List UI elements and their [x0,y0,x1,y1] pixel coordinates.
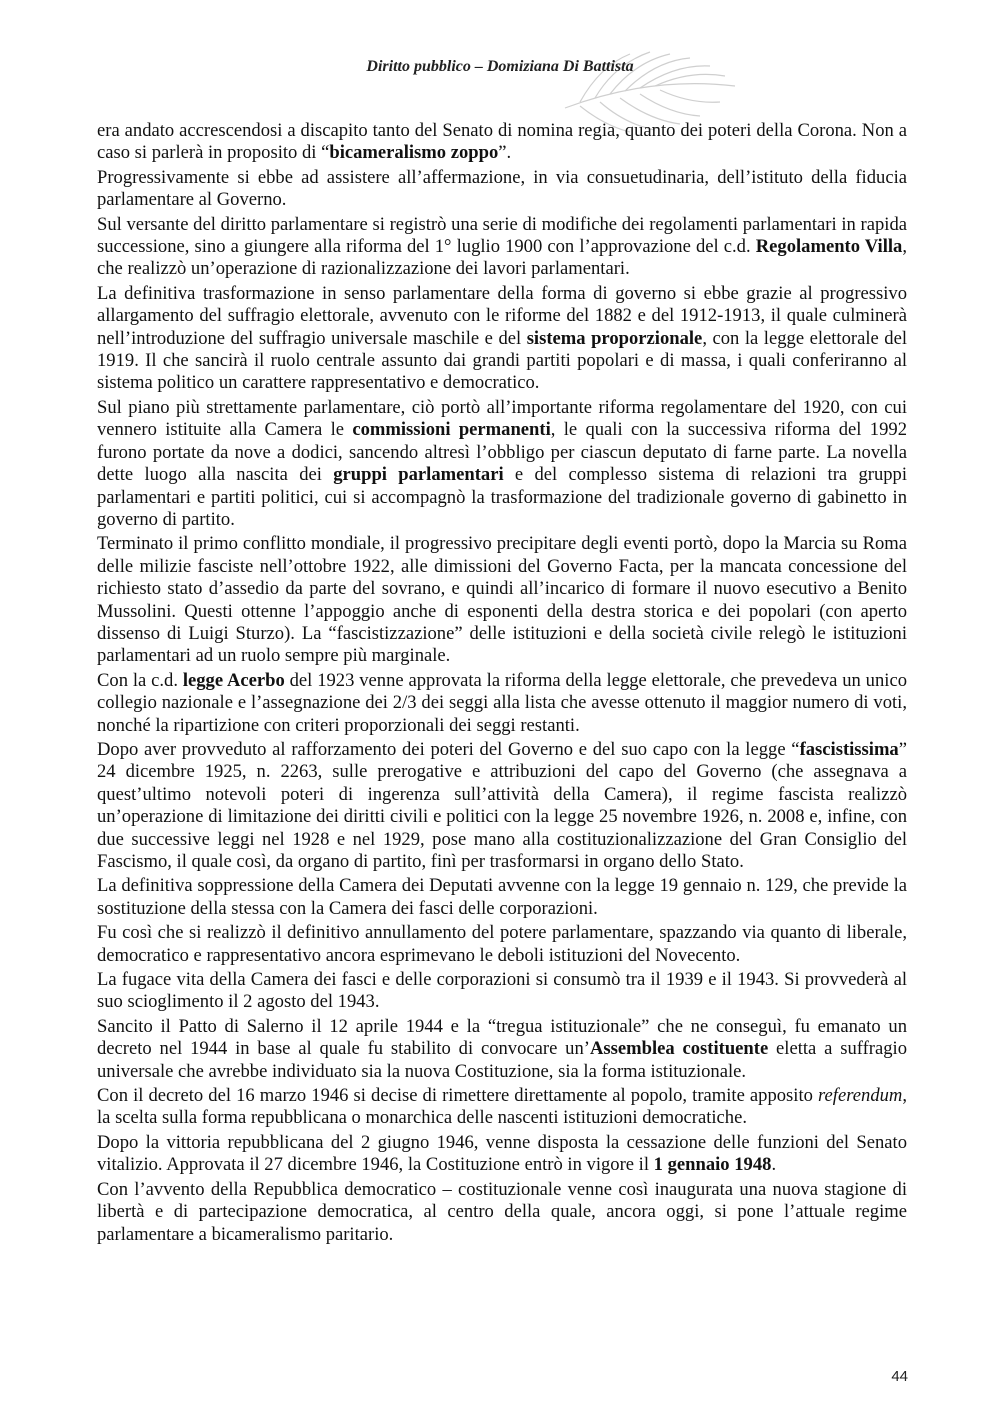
text-run: Dopo la vittoria repubblicana del 2 giugno 1946, venne disposta la cessazione delle funzioni del Senato vitalizio. Approvata il 27 dicembre 1946, la Costituzione entrò in vigore il [97,1131,907,1176]
paragraph [97,875,907,920]
text-run: . [771,1154,777,1176]
bold-term: gruppi parlamentari [333,464,504,486]
paragraph [97,1132,907,1177]
paragraph [97,1179,907,1246]
text-run: Con la c.d. [97,669,183,691]
text-run: era andato accrescendosi a discapito tanto del Senato di nomina regia, quanto dei poteri della Corona. Non a caso si parlerà in proposito di “ [97,120,907,164]
text-run: Sul versante del diritto parlamentare si registrò una serie di modifiche dei regolamenti parlamentari in rapida successione, sino a giungere alla riforma del 1° luglio 1900 con l’approvazione del c.d. [97,213,907,258]
text-run: , con la legge elettorale del 1919. Il che sancirà il ruolo centrale assunto dai grandi partiti popolari e di massa, i quali conferiranno al sistema politico un carattere rappresentativo e democratico. [97,327,907,394]
bold-term: Regolamento Villa [755,236,903,258]
text-run: Terminato il primo conflitto mondiale, il progressivo precipitare degli eventi portò, dopo la Marcia su Roma delle milizie fasciste nell’ottobre 1922, alle dimissioni del Governo Facta, per la mancata concessione del richiesto stato d’assedio da parte del sovrano, e quindi all’incarico di formare il nuovo esecutivo a Benito Mussolini. Questi ottenne l’appoggio anche di esponenti della destra storica e dei popolari (con aperto dissenso di Luigi Sturzo). La “fascistizzazione” delle istituzioni e della società civile relegò le istituzioni parlamentari ad un ruolo sempre più marginale. [97,533,907,667]
bold-term: legge Acerbo [182,669,285,691]
text-run: , la scelta sulla forma repubblicana o monarchica delle nascenti istituzioni democratiche. [97,1085,907,1129]
paragraph [97,167,907,212]
bold-term: fascistissima [799,738,899,760]
text-run: eletta a suffragio universale che avrebbe individuato sia la nuova Costituzione, sia la forma istituzionale. [97,1038,907,1082]
bold-term: 1 gennaio 1948 [653,1154,772,1176]
bold-term: commissioni permanenti [352,419,551,441]
text-run: Sancito il Patto di Salerno il 12 aprile 1944 e la “tregua istituzionale” che ne conseguì, fu emanato un decreto nel 1944 in base al quale fu stabilito di convocare un’ [97,1015,907,1060]
text-run: La fugace vita della Camera dei fasci e delle corporazioni si consumò tra il 1939 e il 1943. Si provvederà al suo scioglimento il 2 agosto del 1943. [97,969,907,1013]
paragraph [97,214,907,281]
text-run: del 1923 venne approvata la riforma della legge elettorale, che prevedeva un unico collegio nazionale e l’assegnazione dei 2/3 dei seggi alla lista che avesse ottenuto il maggior numero di voti, nonché la ripartizione con criteri proporzionali dei seggi restanti. [97,669,907,736]
paragraph [97,120,907,165]
paragraph [97,670,907,737]
paragraph [97,1016,907,1083]
text-run: Sul piano più strettamente parlamentare, ciò portò all’importante riforma regolamentare del 1920, con cui vennero istituite alla Camera le [97,396,907,441]
bold-term: Assemblea costituente [589,1038,769,1060]
text-run: Con il decreto del 16 marzo 1946 si decise di rimettere direttamente al popolo, tramite apposito [97,1085,818,1107]
italic-term: referendum [818,1085,903,1107]
page-header: Diritto pubblico – Domiziana Di Battista [366,58,634,75]
text-run: La definitiva soppressione della Camera dei Deputati avvenne con la legge 19 gennaio n. 129, che previde la sostituzione della stessa con la Camera dei fasci delle corporazioni. [97,875,907,919]
paragraph [97,283,907,395]
text-run: Dopo aver provveduto al rafforzamento dei poteri del Governo e del suo capo con la legge “ [97,738,800,760]
paragraph [97,397,907,531]
document-body [97,120,907,1248]
text-run: ”. [498,142,512,164]
text-run: ” 24 dicembre 1925, n. 2263, sulle prerogative e attribuzioni del capo del Governo (che assegnava a quest’ultimo notevoli poteri di ingerenza sull’attività della Camera), il regime fascista realizzò un’operazione di limitazione dei diritti civili e politici con la legge 25 novembre 1926, n. 2008 e, infine, con due successive leggi nel 1928 e nel 1929, pose mano alla costituzionalizzazione del Gran Consiglio del Fascismo, il quale così, da organo di partito, finì per trasformarsi in organo dello Stato. [97,738,907,872]
page-number: 44 [891,1368,908,1385]
bold-term: sistema proporzionale [526,327,703,349]
paragraph [97,922,907,967]
paragraph [97,969,907,1014]
text-run: Fu così che si realizzò il definitivo annullamento del potere parlamentare, spazzando via quanto di liberale, democratico e rappresentativo ancora esprimevano le deboli istituzioni del Novecento. [97,922,907,966]
paragraph [97,739,907,873]
text-run: , che realizzò un’operazione di razionalizzazione dei lavori parlamentari. [97,236,908,280]
text-run: Progressivamente si ebbe ad assistere all’affermazione, in via consuetudinaria, dell’istituto della fiducia parlamentare al Governo. [97,166,907,211]
text-run: e del complesso sistema di relazioni tra gruppi parlamentari e partiti politici, cui si accompagnò la trasformazione del tradizionale governo di gabinetto in governo di partito. [97,464,908,530]
paragraph [97,533,907,667]
text-run: Con l’avvento della Repubblica democratico – costituzionale venne così inaugurata una nuova stagione di libertà e di partecipazione democratica, al centro della quale, ancora oggi, si pone l’attuale regime parlamentare a bicameralismo paritario. [97,1178,907,1245]
bold-term: bicameralismo zoppo [329,142,499,164]
text-run: La definitiva trasformazione in senso parlamentare della forma di governo si ebbe grazie al progressivo allargamento del suffragio elettorale, avvenuto con le riforme del 1882 e del 1912-1913, il quale culminerà nell’introduzione del suffragio universale maschile e del [97,282,907,349]
paragraph [97,1085,907,1130]
text-run: , le quali con la successiva riforma del 1992 furono portate da nove a dodici, sancendo altresì l’obbligo per ciascun deputato di farne parte. La novella dette luogo alla nascita dei [97,419,907,486]
